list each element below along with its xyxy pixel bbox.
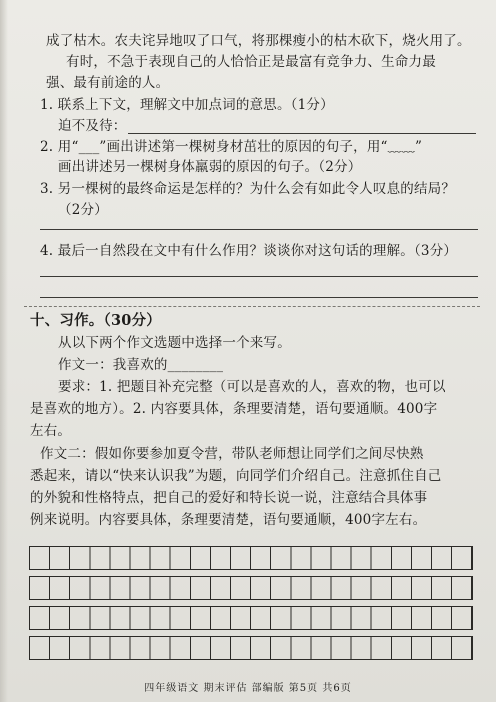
- question-1-answer-line[interactable]: [128, 133, 476, 134]
- question-3-line-2: （2分）: [58, 202, 108, 218]
- writing-grid-row-4[interactable]: [29, 636, 473, 660]
- composition-instruction: 从以下两个作文选题中选择一个来写。: [58, 335, 291, 351]
- topic-2-line-2: 悉起来，请以“快来认识我”为题，向同学们介绍自己。注意抓住自己: [30, 468, 442, 484]
- section-divider: [24, 306, 480, 307]
- question-3-line-1: 3. 另一棵树的最终命运是怎样的？为什么会有如此令人叹息的结局？: [40, 181, 456, 197]
- topic-2-line-1: 作文二：假如你要参加夏令营，带队老师想让同学们之间尽快熟: [40, 446, 424, 462]
- topic-1-requirement-line-3: 左右。: [30, 423, 72, 439]
- question-2-line-2: 画出讲述另一棵树身体羸弱的原因的句子。（2分）: [58, 159, 362, 175]
- page-edge-shadow: [0, 0, 8, 702]
- question-1-term: 迫不及待：: [58, 118, 127, 134]
- topic-2-line-3: 的外貌和性格特点，把自己的爱好和特长说一说，注意结合具体事: [30, 490, 428, 506]
- question-2-line-1: 2. 用“___”画出讲述第一棵树身材茁壮的原因的句子，用“﹏﹏”: [40, 139, 423, 155]
- topic-1-title: 作文一：我喜欢的________: [58, 357, 224, 373]
- question-4-answer-line-2[interactable]: [40, 297, 478, 298]
- composition-heading: 十、习作。（30分）: [30, 312, 161, 329]
- question-4: 4. 最后一自然段在文中有什么作用？谈谈你对这句话的理解。（3分）: [40, 243, 458, 259]
- page-footer: 四年级语文 期末评估 部编版 第5页 共6页: [144, 683, 352, 694]
- passage-line-2: 有时，不急于表现自己的人恰恰正是最富有竞争力、生命力最: [66, 54, 436, 70]
- writing-grid-row-1[interactable]: [29, 546, 473, 570]
- topic-1-requirement-line-1: 要求：1. 把题目补充完整（可以是喜欢的人，喜欢的物，也可以: [58, 379, 446, 395]
- passage-line-1: 成了枯木。农夫诧异地叹了口气，将那棵瘦小的枯木砍下，烧火用了。: [46, 33, 471, 49]
- writing-grid-row-2[interactable]: [29, 576, 473, 600]
- passage-line-3: 强、最有前途的人。: [46, 75, 170, 91]
- topic-1-requirement-line-2: 是喜欢的地方）。2. 内容要具体，条理要清楚，语句要通顺。400字: [30, 401, 438, 417]
- question-1: 1. 联系上下文，理解文中加点词的意思。（1分）: [40, 97, 334, 113]
- question-3-answer-line[interactable]: [40, 229, 478, 230]
- question-4-answer-line-1[interactable]: [40, 276, 478, 277]
- topic-2-line-4: 例来说明。内容要具体，条理要清楚，语句要通顺，400字左右。: [30, 512, 427, 528]
- writing-grid-row-3[interactable]: [29, 606, 473, 630]
